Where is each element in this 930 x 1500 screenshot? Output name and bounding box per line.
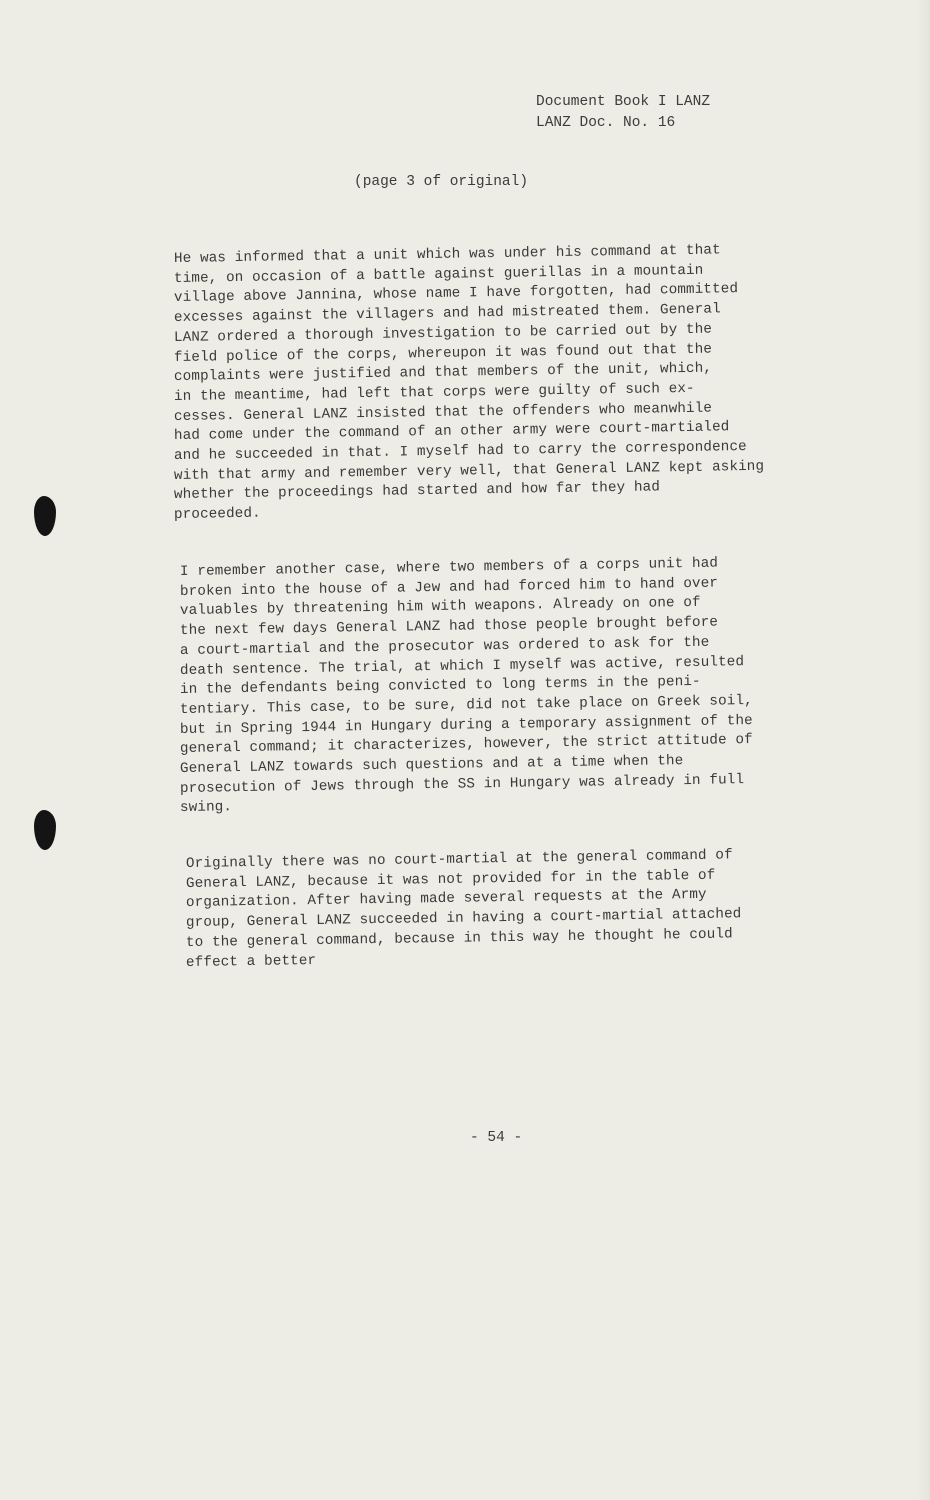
- text-line: a court-martial and the prosecutor was ordered to ask for the: [179, 634, 710, 659]
- paragraph-3: [185, 847, 856, 973]
- text-line: broken into the house of a Jew and had forced him to hand over: [179, 575, 719, 600]
- text-line: whether the proceedings had started and how far they had: [173, 479, 661, 504]
- document-number-line: LANZ Doc. No. 16: [536, 115, 676, 131]
- text-line: effect a better: [185, 952, 317, 971]
- paragraph-2: [179, 555, 850, 819]
- text-line: LANZ ordered a thorough investigation to be carried out by the: [173, 321, 713, 346]
- punch-hole: [34, 496, 56, 536]
- text-line: time, on occasion of a battle against guerillas in a mountain: [173, 262, 704, 287]
- text-line: and he succeeded in that. I myself had to carry the correspondence: [173, 439, 747, 465]
- text-line: the next few days General LANZ had those people brought before: [179, 614, 719, 640]
- text-line: in the defendants being convicted to long terms in the peni-: [179, 674, 701, 699]
- text-line: complaints were justified and that members of the unit, which,: [173, 360, 713, 386]
- document-header: [536, 92, 710, 134]
- text-line: group, General LANZ succeeded in having a court-martial attached: [185, 906, 742, 932]
- text-line: He was informed that a unit which was under his command at that: [173, 242, 721, 267]
- text-line: swing.: [179, 799, 233, 817]
- paragraph-1: [173, 242, 844, 526]
- text-line: valuables by threatening him with weapons. Already on one of: [179, 595, 701, 620]
- text-line: in the meantime, had left that corps were guilty of such ex-: [173, 380, 695, 405]
- text-line: village above Jannina, whose name I have forgotten, had committed: [173, 281, 739, 307]
- document-book-line: Document Book I LANZ: [536, 94, 711, 110]
- text-line: had come under the command of an other army were court-martialed: [173, 419, 730, 445]
- text-line: proceeded.: [173, 505, 261, 524]
- text-line: I remember another case, where two members of a corps unit had: [179, 555, 719, 580]
- text-line: field police of the corps, whereupon it was found out that the: [173, 341, 713, 366]
- text-line: to the general command, because in this way he thought he could: [185, 926, 733, 951]
- text-line: cesses. General LANZ insisted that the offenders who meanwhile: [173, 400, 713, 425]
- text-line: general command; it characterizes, however, the strict attitude of: [179, 732, 753, 758]
- text-line: prosecution of Jews through the SS in Hungary was already in full: [179, 771, 745, 797]
- text-line: excesses against the villagers and had mistreated them. General: [173, 301, 721, 327]
- text-line: General LANZ, because it was not provided for in the table of: [185, 867, 716, 892]
- text-line: General LANZ towards such questions and at a time when the: [179, 753, 684, 778]
- text-line: tentiary. This case, to be sure, did not take place on Greek soil,: [179, 692, 753, 718]
- text-line: but in Spring 1944 in Hungary during a temporary assignment of the: [179, 712, 753, 738]
- text-line: with that army and remember very well, that General LANZ kept asking: [173, 458, 765, 484]
- paper-edge-shadow: [916, 0, 930, 1500]
- text-line: organization. After having made several requests at the Army: [185, 887, 707, 912]
- page-number: - 54 -: [470, 1130, 523, 1146]
- text-line: Originally there was no court-martial at the general command of: [185, 847, 733, 872]
- original-page-reference: (page 3 of original): [354, 174, 529, 190]
- punch-hole: [34, 810, 56, 850]
- text-line: death sentence. The trial, at which I myself was active, resulted: [179, 653, 745, 679]
